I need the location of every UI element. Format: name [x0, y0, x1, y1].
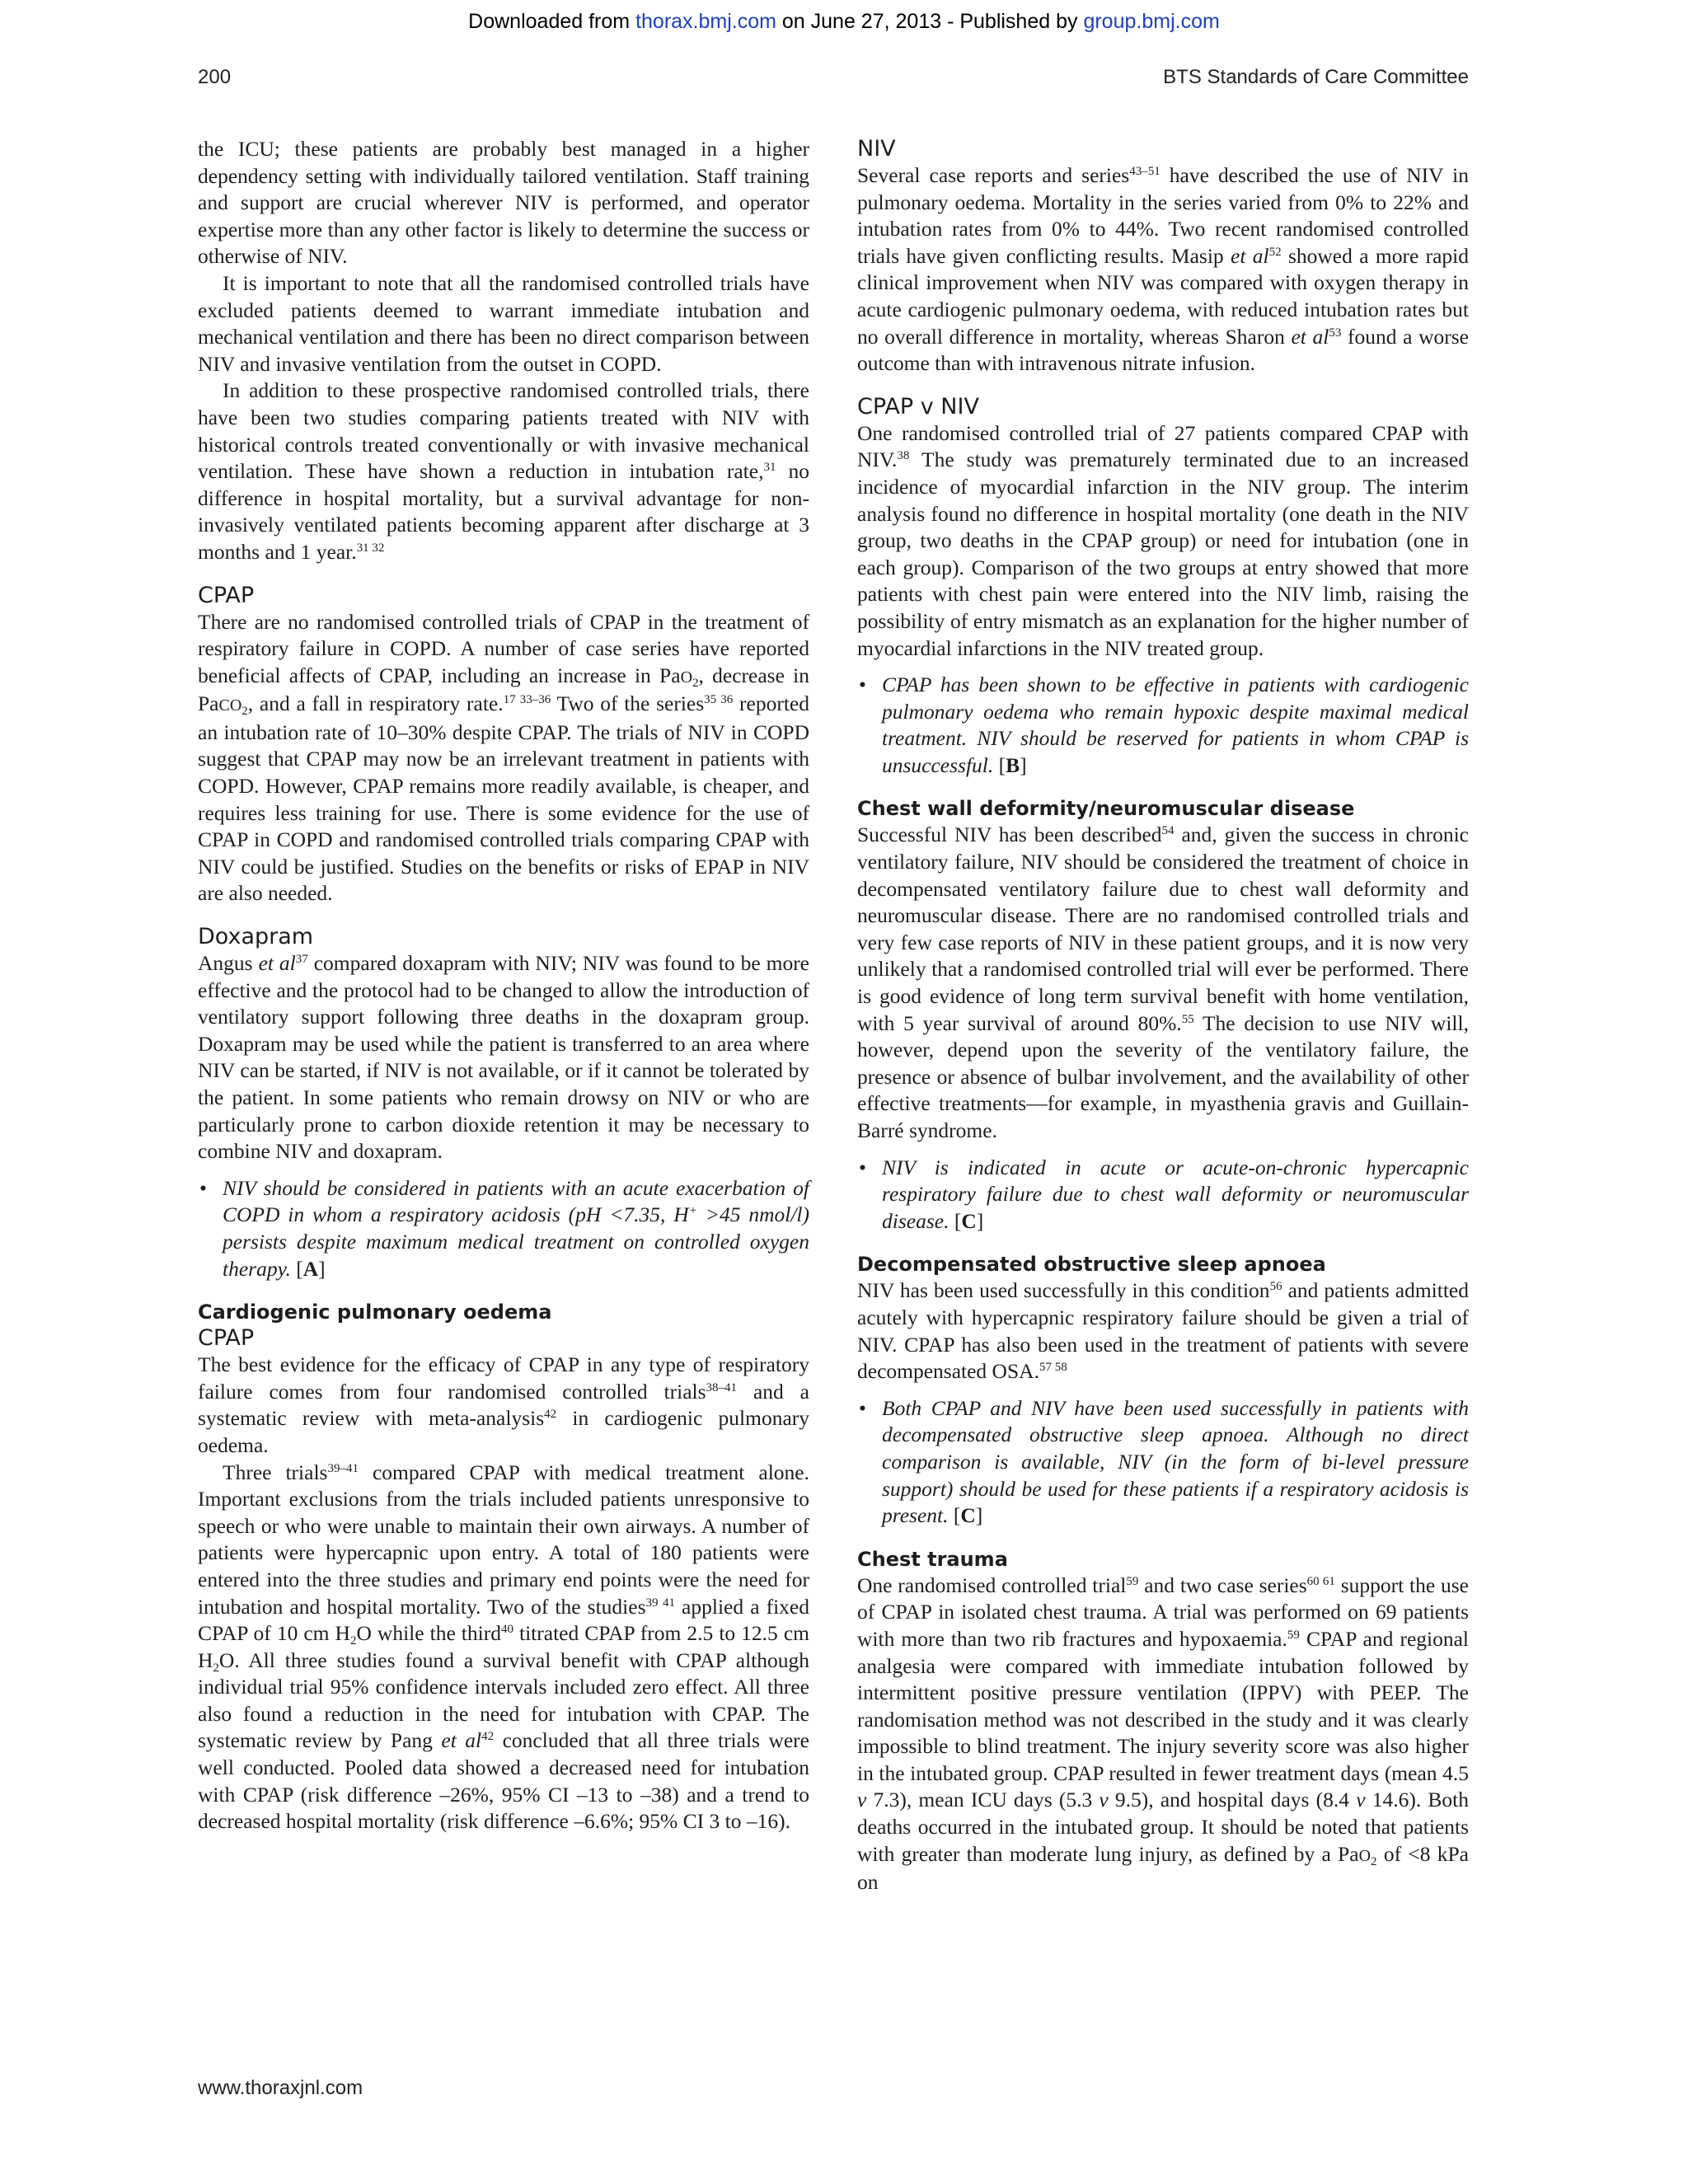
left-column: [198, 136, 809, 1835]
citation: 40: [500, 1623, 513, 1637]
paragraph-niv: Several case reports and series$^{43-51}$ have described the use of NIV in pulmonary oedema. Mortality in the series varied from 0% to 22% and intubation rates from 0% to 44%. Two recent randomised controlled trials have given conflicting results. Masip et $al^{52}$ showed a more rapid clinical improvement when NIV was compared with oxygen therapy in acute cardiogenic pulmonary oedema, with reduced intubation rates but no overall difference in mortality, whereas Sharon et $al^{53}$ found a worse outcome than with intravenous nitrate infusion.: [857, 163, 1469, 376]
paragraph-osa: NIV has been used successfully in this condition$^{56}$ and patients admitted acutely with hypercapnic respiratory failure should be given a trial of NIV. CPAP has also been used in the treatment of patients with severe decompensated OSA.$^{57 58}$: [857, 1278, 1469, 1384]
citation: 56: [1269, 1280, 1282, 1294]
recommendation-cardiogenic: • CPAP has been shown to be effective in patients with cardiogenic pulmonary oedema who remain hypoxic despite maximal medical treatment. NIV should be reserved for patients in whom CPAP is unsuccessful. [B]: [859, 673, 1469, 777]
citation: 35 36: [704, 693, 734, 707]
group-bmj-link[interactable]: group.bmj.com: [1083, 10, 1220, 33]
citation: 54: [1161, 824, 1175, 838]
download-banner: [0, 10, 1688, 34]
citation: 59: [1126, 1574, 1139, 1588]
journal-url: www.thoraxjnl.com: [198, 2077, 363, 2099]
bullet-icon: •: [859, 1395, 866, 1420]
right-column: [857, 136, 1469, 1896]
bullet-icon: •: [859, 1155, 866, 1179]
citation: 17 33–36: [503, 693, 551, 707]
cpap-heading: CPAP: [198, 582, 255, 608]
paragraph-historical: In addition to these prospective randomised controlled trials, there have been two studies comparing patients treated with NIV with historical controls treated conventionally or with invasive mechanical ventilation. These have shown a reduction in intubation rate,$^{31}$ no difference in hospital mortality, but a survival advantage for non-invasively ventilated patients becoming apparent after discharge at 3 months and 1 year.$^{31 32}$: [198, 378, 810, 564]
recommendation-osa: • Both CPAP and NIV have been used successfully in patients with decompensated obstructive sleep apnoea. Although no direct comparison is available, NIV (in the form of bi-level pressure support) should be used for these patients if a respiratory acidosis is present. [C]: [859, 1395, 1469, 1528]
evidence-grade: C: [960, 1503, 976, 1528]
banner-prefix: Downloaded from: [468, 10, 636, 33]
evidence-grade: A: [302, 1256, 319, 1281]
bullet-icon: •: [199, 1175, 207, 1200]
citation: 31 32: [356, 541, 385, 555]
citation: 59: [1287, 1628, 1300, 1642]
recommendation-copd: • NIV should be considered in patients with an acute exacerbation of COPD in whom a respiratory acidosis (pH <7.35, H+ >45 nmol/l) persists despite maximum medical treatment on controlled oxygen therapy. [A]: [199, 1175, 809, 1281]
citation: 57 58: [1039, 1361, 1067, 1375]
citation: 53: [1329, 326, 1342, 340]
citation: 38: [897, 449, 910, 463]
osa-heading: Decompensated obstructive sleep apnoea: [857, 1253, 1326, 1277]
citation: 55: [1181, 1012, 1194, 1026]
bullet-icon: •: [859, 673, 866, 697]
citation: 42: [544, 1408, 557, 1422]
citation: 52: [1268, 245, 1282, 259]
running-title: BTS Standards of Care Committee: [1163, 66, 1469, 88]
cpap-v-niv-heading: CPAP v NIV: [857, 393, 979, 419]
citation: 39 41: [645, 1596, 675, 1610]
recommendation-chest-wall: • NIV is indicated in acute or acute-on-chronic hypercapnic respiratory failure due to chest wall deformity or neuromuscular disease. [C]: [859, 1155, 1469, 1233]
citation: 38–41: [706, 1380, 738, 1394]
banner-middle: on June 27, 2013 - Published by: [776, 10, 1084, 33]
paragraph-cardio-trials: Three trials$^{39-41}$ compared CPAP with medical treatment alone. Important exclusions from the trials included patients unresponsive to speech or who were unable to maintain their own airways. A number of patients were hypercapnic upon entry. A total of 180 patients were entered into the three studies and primary end points were the need for intubation and hospital mortality. Two of the studies$^{39 41}$ applied a fixed CPAP of 10 cm $H_2O$ while the third$^{40}$ titrated CPAP from 2.5 to 12.5 cm $H_2O$. All three studies found a survival benefit with CPAP although individual trial 95% confidence intervals included zero effect. All three also found a reduction in the need for intubation with CPAP. The systematic review by Pang et $al^{42}$ concluded that all three trials were well conducted. Pooled data showed a decreased need for intubation with CPAP (risk difference –26%, 95% CI –13 to –38) and a trend to decreased hospital mortality (risk difference –6.6%; 95% CI 3 to –16).: [198, 1460, 809, 1834]
chest-wall-heading: Chest wall deformity/neuromuscular disease: [857, 797, 1355, 821]
thorax-link[interactable]: thorax.bmj.com: [635, 10, 776, 33]
evidence-grade: B: [1006, 752, 1020, 777]
citation: 60 61: [1306, 1574, 1335, 1588]
citation: 39–41: [327, 1461, 359, 1475]
paragraph-doxapram: Angus et $al^{37}$ compared doxapram with NIV; NIV was found to be more effective and the protocol had to be changed to allow the introduction of ventilatory support following three deaths in the doxapram group. Doxapram may be used while the patient is transferred to an area where NIV can be started, if NIV is not available, or if it cannot be tolerated by the patient. In some patients who remain drowsy on NIV or who are particularly prone to carbon dioxide retention it may be necessary to combine NIV and doxapram.: [198, 951, 809, 1164]
evidence-grade: C: [961, 1208, 977, 1233]
niv-heading: NIV: [857, 136, 896, 162]
paragraph-cpap-v-niv: One randomised controlled trial of 27 patients compared CPAP with NIV.$^{38}$ The study was prematurely terminated due to an increased incidence of myocardial infarction in the NIV group. The interim analysis found no difference in hospital mortality (one death in the NIV group, two deaths in the CPAP group) or need for intubation (one in each group). Comparison of the two groups at entry showed that more patients with chest pain were entered into the NIV limb, raising the possibility of entry mismatch as an explanation for the higher number of myocardial infarctions in the NIV treated group.: [857, 420, 1469, 660]
cardiogenic-heading: Cardiogenic pulmonary oedema: [198, 1301, 552, 1324]
citation: 31: [763, 461, 776, 475]
paragraph-chest-wall: Successful NIV has been described$^{54}$ and, given the success in chronic ventilatory failure, NIV should be considered the treatment of choice in decompensated ventilatory failure due to chest wall deformity and neuromuscular disease. There are no randomised controlled trials and very few case reports of NIV in these patient groups, and it is now very unlikely that a randomised controlled trial will ever be performed. There is good evidence of long term survival benefit with home ventilation, with 5 year survival of around 80%.$^{55}$ The decision to use NIV will, however, depend upon the severity of the ventilatory failure, the presence or absence of bulbar involvement, and the availability of other effective treatments—for example, in myasthenia gravis and Guillain-Barré syndrome.: [857, 823, 1469, 1142]
citation: 42: [481, 1730, 495, 1744]
paragraph-icu: the ICU; these patients are probably best managed in a higher dependency setting with individually tailored ventilation. Staff training and support are crucial wherever NIV is performed, and operator expertise more than any other factor is likely to determine the success or otherwise of NIV.: [198, 137, 809, 269]
chest-trauma-heading: Chest trauma: [857, 1547, 1008, 1571]
citation: 43–51: [1129, 165, 1160, 178]
paragraph-cardio-evidence: The best evidence for the efficacy of CPAP in any type of respiratory failure comes from four randomised controlled trials$^{38-41}$ and a systematic review with meta-analysis$^{42}$ in cardiogenic pulmonary oedema.: [198, 1352, 810, 1457]
doxapram-heading: Doxapram: [198, 924, 314, 950]
page-number: 200: [198, 66, 232, 88]
cardiogenic-cpap-heading: CPAP: [198, 1325, 255, 1352]
paragraph-note: It is important to note that all the randomised controlled trials have excluded patients deemed to warrant immediate intubation and mechanical ventilation and there has been no direct comparison between NIV and invasive ventilation from the outset in COPD.: [198, 270, 809, 376]
paragraph-chest-trauma: One randomised controlled trial$^{59}$ and two case series$^{60 61}$ support the use of CPAP in isolated chest trauma. A trial was performed on 69 patients with more than two rib fractures and hypoxaemia.$^{59}$ CPAP and regional analgesia were compared with immediate intubation followed by intermittent positive pressure ventilation (IPPV) with PEEP. The randomisation method was not described in the study and it was clearly impossible to blind treatment. The injury severity score was also higher in the intubated group. CPAP resulted in fewer treatment days (mean 4.5 v 7.3), mean ICU days (5.3 v 9.5), and hospital days (8.4 v 14.6). Both deaths occurred in the intubated group. It should be noted that patients with greater than moderate lung injury, as defined by a PaO$_2$ of <8 kPa on: [857, 1572, 1469, 1895]
citation: 37: [295, 953, 308, 967]
paragraph-cpap: There are no randomised controlled trials of CPAP in the treatment of respiratory failure in COPD. A number of case series have reported beneficial affects of CPAP, including an increase in PaO$_2$, decrease in PaCO$_2$, and a fall in respiratory rate.$^{17 33-36}$ Two of the series$^{35 36}$ reported an intubation rate of 10–30% despite CPAP. The trials of NIV in COPD suggest that CPAP may now be an irrelevant treatment in patients with COPD. However, CPAP remains more readily available, is cheaper, and requires less training for use. There is some evidence for the use of CPAP in COPD and randomised controlled trials comparing CPAP with NIV could be justified. Studies on the benefits or risks of EPAP in NIV are also needed.: [198, 609, 809, 906]
